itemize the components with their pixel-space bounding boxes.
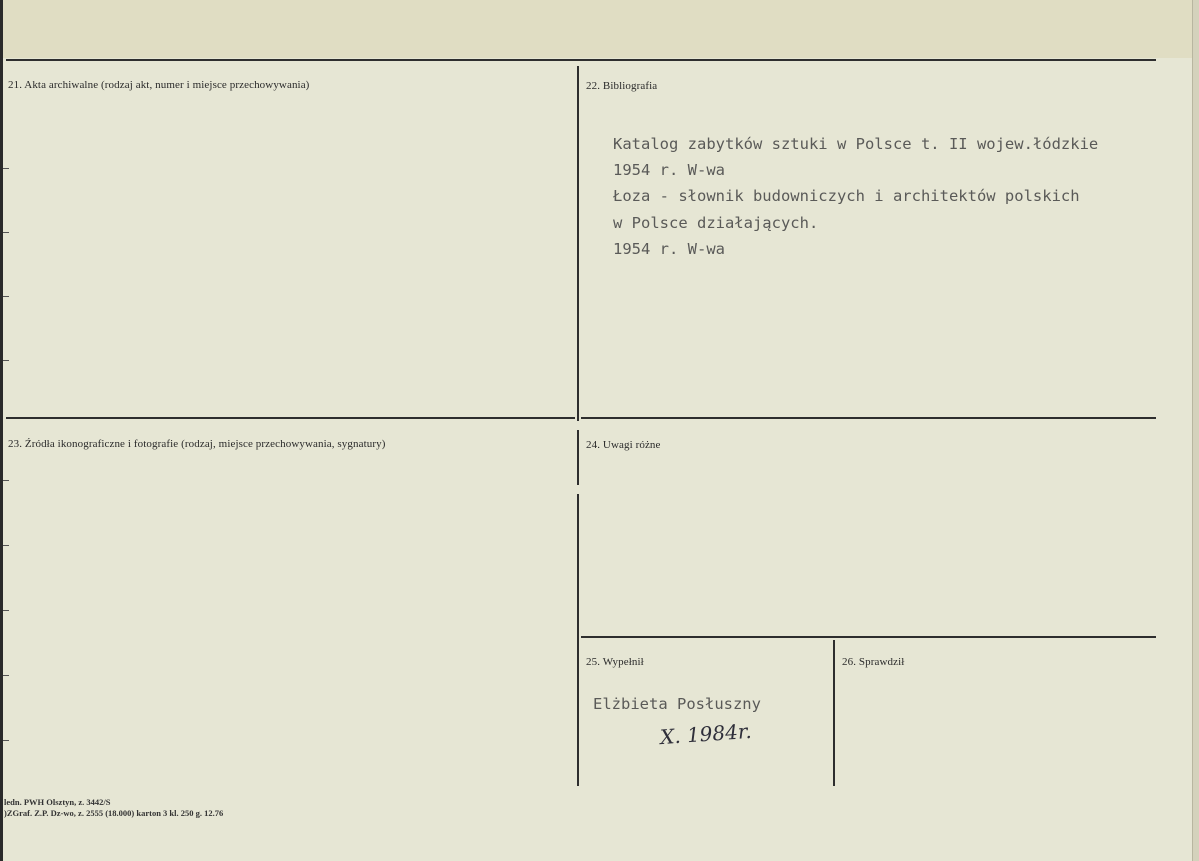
printer-imprint-line2: )ZGraf. Z.P. Dz-wo, z. 2555 (18.000) karton 3 kl. 250 g. 12.76 (4, 808, 224, 818)
margin-tick (3, 740, 9, 741)
margin-tick (3, 360, 9, 361)
middle-rule-right (581, 417, 1156, 419)
margin-tick (3, 232, 9, 233)
printer-imprint-line1: ledn. PWH Olsztyn, z. 3442/S (4, 797, 111, 807)
top-rule (6, 59, 1156, 61)
margin-tick (3, 480, 9, 481)
margin-tick (3, 610, 9, 611)
bibliography-line: Katalog zabytków sztuki w Polsce t. II wojew.łódzkie (613, 135, 1099, 153)
bibliography-line: Łoza - słownik budowniczych i architektów polskich (613, 187, 1080, 205)
filled-by-name: Elżbieta Posłuszny (593, 695, 761, 713)
signature-rule (581, 636, 1156, 638)
handwritten-date: X. 1984r. (659, 718, 753, 750)
various-remarks-label: 24. Uwagi różne (586, 439, 661, 451)
bibliography-label: 22. Bibliografia (586, 80, 658, 92)
right-edge (1192, 0, 1199, 861)
top-band (0, 0, 1199, 58)
margin-tick (3, 545, 9, 546)
middle-rule-left (6, 417, 575, 419)
center-divider-lower (577, 430, 579, 485)
margin-tick (3, 675, 9, 676)
iconographic-sources-label: 23. Źródła ikonograficzne i fotografie (rodzaj, miejsce przechowywania, sygnatury) (8, 438, 386, 450)
signature-divider (833, 640, 835, 786)
center-divider-upper (577, 66, 579, 421)
margin-tick (3, 168, 9, 169)
filled-by-label: 25. Wypełnił (586, 656, 644, 668)
margin-tick (3, 296, 9, 297)
left-edge (0, 0, 3, 861)
bibliography-line: 1954 r. W-wa (613, 240, 725, 258)
bibliography-line: 1954 r. W-wa (613, 161, 725, 179)
center-divider-bottom (577, 494, 579, 786)
bibliography-line: w Polsce działających. (613, 214, 819, 232)
archival-records-label: 21. Akta archiwalne (rodzaj akt, numer i miejsce przechowywania) (8, 79, 310, 91)
checked-by-label: 26. Sprawdził (842, 656, 905, 668)
